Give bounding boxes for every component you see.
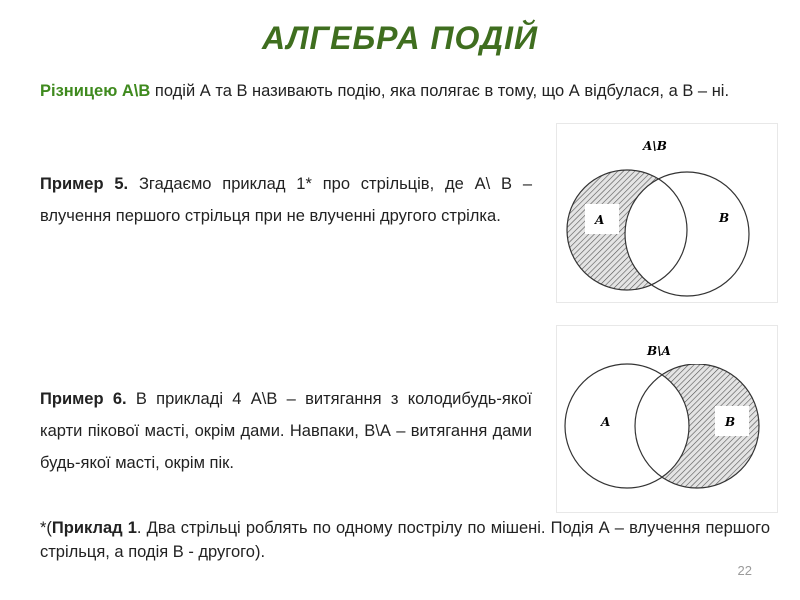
venn2-svg <box>557 326 777 512</box>
slide-title: АЛГЕБРА ПОДІЙ <box>262 20 538 56</box>
footnote-text: . Два стрільці роблять по одному пострілу по мішені. Подія А – влучення першого стрільця, а подія В - другого). <box>40 519 770 561</box>
venn-diagram-b-minus-a <box>557 326 777 512</box>
venn1-label-b: B <box>719 211 730 225</box>
venn1-svg <box>557 124 777 302</box>
definition-paragraph <box>40 75 758 107</box>
definition-term: Різницею A\B <box>40 82 151 100</box>
example6-text: В прикладі 4 А\В – витягання з колодибудь-якої карти пікової масті, окрім дами. Навпаки, В\А – витягання дами будь-якої масті, окрім пік. <box>40 390 532 472</box>
venn-diagram-a-minus-b <box>557 124 777 302</box>
example5-label: Пример 5. <box>40 175 129 193</box>
example6-paragraph <box>40 383 532 479</box>
footnote-label: Приклад 1 <box>51 519 137 537</box>
footnote-prefix: *( <box>40 519 52 537</box>
footnote-paragraph <box>40 516 770 564</box>
example5-text: Згадаємо приклад 1* про стрільців, де А\ В – влучення першого стрільця при не влученні другого стрілка. <box>40 175 532 225</box>
venn1-label-a: A <box>595 213 605 227</box>
definition-text: подій А та В називають подію, яка полягає в тому, що А відбулася, а В – ні. <box>150 82 730 100</box>
venn2-label-b: B <box>725 415 736 429</box>
page-number: 22 <box>737 563 752 578</box>
venn2-label-a: A <box>601 415 611 429</box>
example6-label: Пример 6. <box>40 390 127 408</box>
venn1-caption: A\B <box>643 139 667 153</box>
example5-paragraph <box>40 168 532 232</box>
venn2-caption: B\A <box>647 344 671 358</box>
